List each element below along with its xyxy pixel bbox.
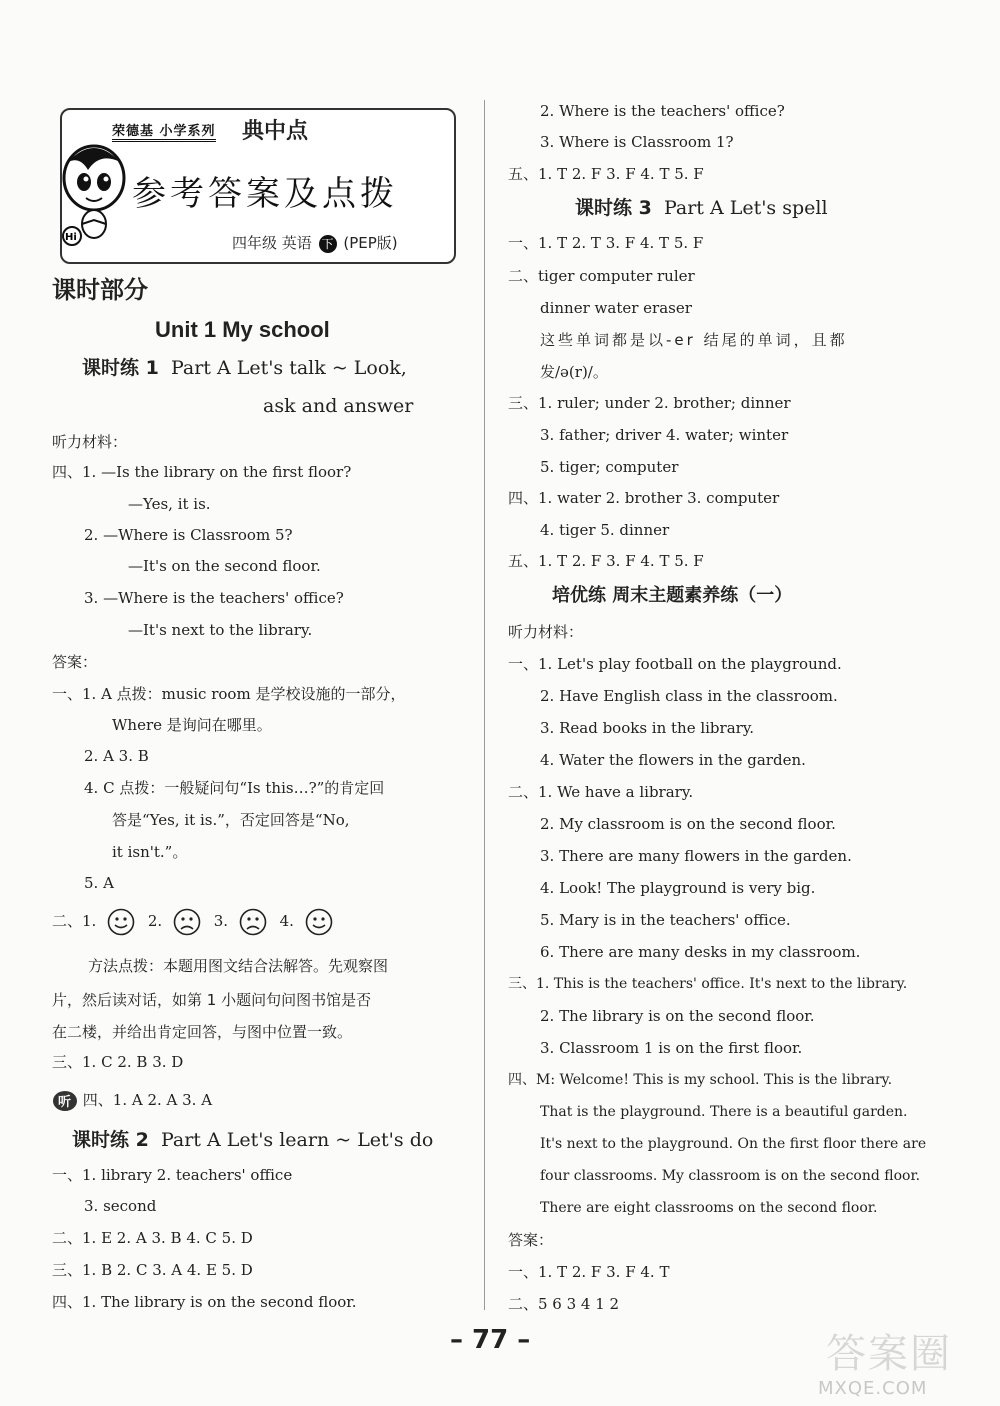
answer-line: 二、5 6 3 4 1 2 <box>508 1295 620 1313</box>
answer-line: 一、1. T 2. T 3. F 4. T 5. F <box>508 234 704 252</box>
face-number: 2. <box>147 912 163 930</box>
listening-line: —It's next to the library. <box>128 621 313 639</box>
face-number: 3. <box>213 912 229 930</box>
answer-line: 一、1. T 2. F 3. F 4. T <box>508 1263 670 1281</box>
answer-line: 发/ə(r)/。 <box>540 363 608 381</box>
listening-line: 二、1. We have a library. <box>508 783 694 801</box>
lesson3-label: 课时练 3 <box>575 197 652 219</box>
answer-line: 五、1. T 2. F 3. F 4. T 5. F <box>508 552 704 570</box>
listening-line: 4. Look! The playground is very big. <box>540 879 816 897</box>
listening-label: 听力材料： <box>52 433 128 451</box>
listening-line: 3. —Where is the teachers' office? <box>84 589 344 607</box>
column-divider <box>484 100 485 1310</box>
lesson2-label: 课时练 2 <box>72 1129 149 1151</box>
answer-line: 4. C 点拨：一般疑问句“Is this…?”的肯定回 <box>84 779 385 797</box>
listening-line: 6. There are many desks in my classroom. <box>540 943 861 961</box>
lesson2-heading <box>72 1130 433 1150</box>
watermark-logo: 答案圈 <box>826 1331 952 1377</box>
faces-row <box>52 906 341 936</box>
listen-icon <box>52 1090 78 1112</box>
listening-line: 3. Read books in the library. <box>540 719 755 737</box>
listening-line: four classrooms. My classroom is on the second floor. <box>540 1168 921 1184</box>
answer-label: 答案： <box>508 1231 554 1249</box>
publisher-logo-text: 荣德基 小学系列 <box>112 124 216 142</box>
answer-line: it isn't.”。 <box>112 843 188 861</box>
grade-subject: 四年级 英语 <box>232 234 312 252</box>
answer-line: 四、1. water 2. brother 3. computer <box>508 489 780 507</box>
answer-line: 一、1. A 点拨：music room 是学校设施的一部分， <box>52 685 406 703</box>
answer-line: 3. Where is Classroom 1? <box>540 133 734 151</box>
answer-line: 五、1. T 2. F 3. F 4. T 5. F <box>508 165 704 183</box>
answer-line: 5. A <box>84 874 114 892</box>
answer-line-text: 四、1. A 2. A 3. A <box>82 1091 213 1109</box>
edition: (PEP版) <box>343 234 398 252</box>
answer-line: 二、1. E 2. A 3. B 4. C 5. D <box>52 1229 253 1247</box>
listening-line: 3. Classroom 1 is on the first floor. <box>540 1039 803 1057</box>
method-tip: 在二楼，并给出肯定回答，与图中位置一致。 <box>52 1023 353 1041</box>
smiley-face-icon <box>107 908 135 936</box>
lesson1-title-cont: ask and answer <box>263 395 414 417</box>
sad-face-icon <box>239 908 267 936</box>
method-tip: 方法点拨：本题用图文结合法解答。先观察图 <box>88 957 389 975</box>
answer-line: 四、1. The library is on the second floor. <box>52 1293 357 1311</box>
lesson1-label: 课时练 1 <box>82 357 159 379</box>
listening-line: That is the playground. There is a beautiful garden. <box>540 1104 908 1120</box>
answer-line: 三、1. B 2. C 3. A 4. E 5. D <box>52 1261 253 1279</box>
smiley-face-icon <box>305 908 333 936</box>
listen-icon-text: 听 <box>58 1095 72 1110</box>
lesson3-heading <box>575 198 828 218</box>
face-number: 4. <box>279 912 294 930</box>
answer-line: 二、tiger computer ruler <box>508 267 695 285</box>
listening-line: 一、1. Let's play football on the playground. <box>508 655 842 673</box>
publisher-logo <box>112 120 216 139</box>
listening-line: There are eight classrooms on the second floor. <box>540 1200 878 1216</box>
weekly-practice-title: 培优练 周末主题素养练（一） <box>552 585 793 606</box>
answer-line: 这些单词都是以-er 结尾的单词，且都 <box>540 331 848 349</box>
listening-line: 2. The library is on the second floor. <box>540 1007 815 1025</box>
header-title: 参考答案及点拨 <box>132 174 398 214</box>
listening-line: —Yes, it is. <box>128 495 211 513</box>
faces-prefix: 二、1. <box>52 912 97 930</box>
answer-line: 3. father; driver 4. water; winter <box>540 426 789 444</box>
sad-face-icon <box>173 908 201 936</box>
lesson3-title: Part A Let's spell <box>663 197 828 219</box>
listening-line: 2. My classroom is on the second floor. <box>540 815 836 833</box>
answer-line: 三、1. ruler; under 2. brother; dinner <box>508 394 791 412</box>
listening-line: 三、1. This is the teachers' office. It's next to the library. <box>508 976 908 992</box>
listening-line: 4. Water the flowers in the garden. <box>540 751 806 769</box>
lesson1-heading <box>82 358 407 378</box>
listening-line: 四、1. —Is the library on the first floor? <box>52 463 352 481</box>
listening-line: 2. Have English class in the classroom. <box>540 687 838 705</box>
answer-line <box>52 1090 212 1112</box>
answer-line: 4. tiger 5. dinner <box>540 521 670 539</box>
method-tip: 片，然后读对话，如第 1 小题问句问图书馆是否 <box>52 991 372 1009</box>
answer-line: 一、1. library 2. teachers' office <box>52 1166 293 1184</box>
listening-line: It's next to the playground. On the first floor there are <box>540 1136 927 1152</box>
section-title: 课时部分 <box>52 276 148 304</box>
listening-line: 3. There are many flowers in the garden. <box>540 847 852 865</box>
answer-line: 2. A 3. B <box>84 747 149 765</box>
header-badge <box>60 108 456 264</box>
answer-label: 答案： <box>52 653 98 671</box>
answer-line: dinner water eraser <box>540 299 692 317</box>
listening-line: 2. —Where is Classroom 5? <box>84 526 293 544</box>
listening-line: —It's on the second floor. <box>128 557 321 575</box>
answer-line: Where 是询问在哪里。 <box>112 716 272 734</box>
lesson1-title: Part A Let's talk ~ Look, <box>170 357 407 379</box>
mascot-icon <box>60 140 128 250</box>
answer-line: 三、1. C 2. B 3. D <box>52 1053 184 1071</box>
answer-line: 3. second <box>84 1197 157 1215</box>
answer-line: 答是“Yes, it is.”，否定回答是“No, <box>112 811 350 829</box>
mascot-hi-text: Hi <box>65 232 77 243</box>
answer-line: 5. tiger; computer <box>540 458 679 476</box>
listening-line: 四、M: Welcome! This is my school. This is the library. <box>508 1072 893 1088</box>
volume-badge: 下 <box>319 235 337 253</box>
listening-label: 听力材料： <box>508 623 584 641</box>
unit-title: Unit 1 My school <box>155 317 330 342</box>
page-number: – 77 – <box>450 1325 531 1355</box>
watermark-url: MXQE.COM <box>818 1378 928 1399</box>
header-subtitle <box>232 232 398 253</box>
listening-line: 5. Mary is in the teachers' office. <box>540 911 791 929</box>
answer-line: 2. Where is the teachers' office? <box>540 102 785 120</box>
brand-name: 典中点 <box>242 119 309 144</box>
lesson2-title: Part A Let's learn ~ Let's do <box>160 1129 434 1151</box>
